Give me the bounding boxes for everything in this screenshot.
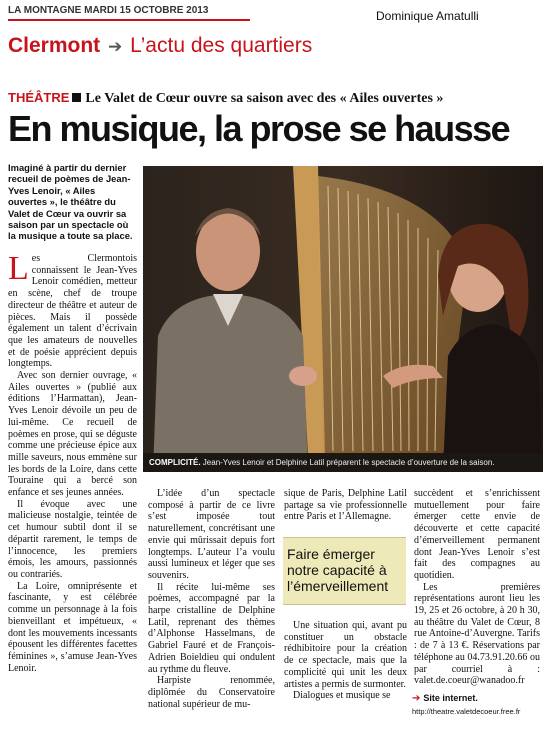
website-url[interactable]: http://theatre.valetdecoeur.free.fr — [412, 707, 521, 716]
paragraph: La Loire, omniprésente et fascinante, y est célébrée comme un personnage à la fois bienveillant et impétueux, « dont les mouvements incessants épousent les différentes facettes féminines », s’amuse Jean-Yves Lenoir. — [8, 580, 137, 674]
kicker — [8, 90, 443, 107]
author-credit: Dominique Amatulli — [376, 9, 479, 23]
article-column-2 — [148, 488, 275, 710]
article-column-1 — [8, 250, 137, 674]
paragraph: L’idée d’un spectacle composé à partir de ce livre s’est imposée tout naturellement, concrétisant une envie qui mûrissait depuis fort longtemps. L’auteur l’a voulu aussi lumineux et léger que ses souvenirs. — [148, 488, 275, 581]
section-subtitle: L’actu des quartiers — [130, 34, 313, 57]
paragraph: Il évoque avec une malicieuse nostalgie, teintée de cet humour subtil dont il se départit rarement, le temps de l’innocence, les premiers émois, les amours, passionnés ou contrariés. — [8, 498, 137, 580]
article-photo — [143, 166, 543, 472]
standfirst: Imaginé à partir du dernier recueil de poèmes de Jean-Yves Lenoir, « Ailes ouvertes », le théâtre du Valet de Cœur va ouvrir sa saison par un spectacle où la musique a toute sa place. — [8, 162, 133, 242]
issue-date: MARDI 15 OCTOBRE 2013 — [84, 5, 209, 16]
website-label: Site internet. — [423, 693, 478, 703]
paragraph: Il récite lui-même ses poèmes, accompagné par la harpe cristalline de Delphine Latil, reprenant des thèmes d’Alphonse Hasselmans, de Gabriel Fauré et de François-Adrien Boieldieu qui ondulent au rythme du fleuve. — [148, 581, 275, 675]
website-info — [412, 688, 542, 716]
paragraph: Avec son dernier ouvrage, « Ailes ouvertes » (publié aux éditions l’Harmattan), Jean-Yves Lenoir dévoile un peu de lui-même. Ce recueil de poèmes en prose, qui se déguste comme une précieuse épice aux mille saveurs, nous emmène sur les bords de la Loire, dans cette Touraine qui a bercé son enfance et ses jeunes années. — [8, 370, 137, 499]
header-rule — [8, 19, 250, 21]
arrow-right-icon: ➔ — [108, 37, 123, 56]
square-bullet-icon — [72, 93, 81, 102]
newspaper-name: LA MONTAGNE — [8, 5, 82, 16]
paragraph: Une situation qui, avant pu constituer un obstacle rédhibitoire pour la création de ce spectacle, mais que la complicité qui unit les deux artistes a permis de surmonter. — [284, 620, 407, 690]
caption-label: COMPLICITÉ. — [149, 458, 201, 467]
paragraph: es Clermontois connaissent le Jean-Yves Lenoir comédien, metteur en scène, chef de troupe directeur de théâtre et auteur de pièces. Mais il possède également un talent d’écrivain que les amateurs de nouvelles et de poésie apprécient depuis longtemps. — [8, 253, 137, 370]
paragraph: Les premières représentations auront lieu les 19, 25 et 26 octobre, à 20 h 30, au théâtre du Valet de Cœur, 8 rue Antoine-d’Auvergne. Tarifs : de 7 à 13 €. Réservations par téléphone au 04.73.91.20.66 ou par courriel à : valet.de.coeur@wanadoo.fr — [414, 581, 540, 687]
pull-quote: Faire émerger notre capacité à l’émerveillement — [283, 537, 406, 605]
photo-illustration — [143, 166, 543, 472]
paragraph: Harpiste renommée, diplômée du Conservatoire national supérieur de mu- — [148, 675, 275, 710]
paragraph: succèdent et s’enrichissent mutuellement pour faire émerger cette envie de découverte et cette capacité d’émerveillement permanent dont Jean-Yves Lenoir s’est fait des compagnes au quotidien. — [414, 488, 540, 581]
caption-text: Jean-Yves Lenoir et Delphine Latil préparent le spectacle d’ouverture de la saison. — [202, 458, 495, 467]
article-column-3 — [284, 488, 407, 523]
masthead — [8, 5, 208, 16]
section-city: Clermont — [8, 34, 101, 57]
kicker-tag: THÉÂTRE — [8, 90, 70, 105]
drop-cap: L — [8, 250, 29, 287]
headline: En musique, la prose se hausse — [8, 108, 510, 149]
arrow-right-icon: ➔ — [412, 693, 421, 704]
kicker-text: Le Valet de Cœur ouvre sa saison avec des « Ailes ouvertes » — [85, 91, 444, 106]
photo-caption — [143, 453, 543, 472]
section-title — [8, 34, 312, 58]
article-column-4 — [414, 488, 540, 687]
paragraph: Dialogues et musique se — [293, 690, 391, 702]
article-column-3-continued — [284, 620, 407, 702]
paragraph: sique de Paris, Delphine Latil partage sa vie professionnelle entre Paris et l’Allemagne. — [284, 488, 407, 523]
